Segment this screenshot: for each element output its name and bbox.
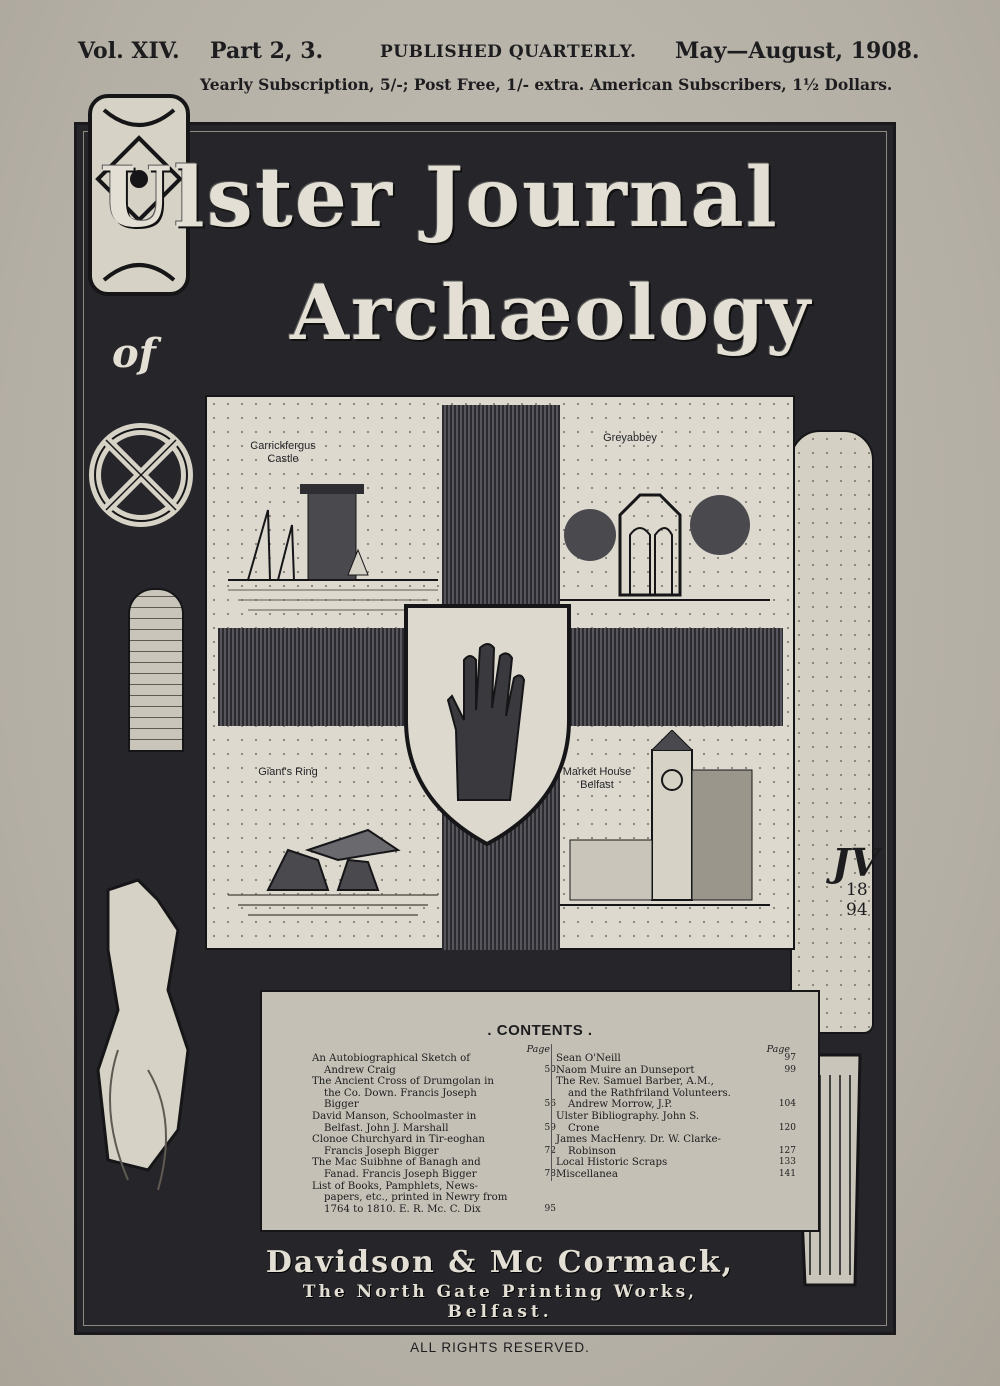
contents-entry: Local Historic Scraps 133 bbox=[556, 1157, 796, 1169]
contents-entry: Miscellanea 141 bbox=[556, 1168, 796, 1180]
publication-frequency: PUBLISHED QUARTERLY. bbox=[380, 42, 637, 62]
abbey-vignette bbox=[560, 455, 770, 615]
caption-carrickfergus: Carrickfergus Castle bbox=[250, 440, 316, 466]
red-hand-shield-icon bbox=[400, 600, 575, 848]
page-number: 104 bbox=[778, 1099, 796, 1110]
celtic-knot-icon bbox=[86, 410, 196, 540]
page-number: 127 bbox=[778, 1145, 796, 1156]
round-tower-illustration bbox=[128, 588, 184, 752]
page-column-label: Page bbox=[766, 1044, 790, 1055]
journal-title-of: of bbox=[112, 330, 156, 377]
page-number: 133 bbox=[778, 1157, 796, 1168]
scroll-banner-right bbox=[790, 430, 874, 1034]
wolfhound-illustration bbox=[88, 870, 238, 1200]
crescent-moon-icon bbox=[98, 566, 122, 590]
page-number: 78 bbox=[544, 1168, 556, 1179]
rights-notice: ALL RIGHTS RESERVED. bbox=[410, 1340, 590, 1355]
page-number: 99 bbox=[784, 1064, 796, 1075]
journal-title-line1: Ulster Journal bbox=[100, 150, 779, 246]
printer-works: The North Gate Printing Works, bbox=[302, 1282, 698, 1302]
volume-number: Vol. XIV. bbox=[78, 38, 180, 64]
caption-giants-ring: Giant's Ring bbox=[258, 766, 318, 778]
printer-city: Belfast. bbox=[447, 1302, 553, 1322]
subscription-line: Yearly Subscription, 5/-; Post Free, 1/- extra. American Subscribers, 1½ Dollars. bbox=[200, 75, 893, 94]
journal-title-line2: Archæology bbox=[290, 268, 813, 357]
monogram-year: 18 94 bbox=[846, 880, 868, 921]
contents-entry: Naom Muire an Dunseport 99 bbox=[556, 1064, 796, 1076]
contents-entry: David Manson, Schoolmaster in Belfast. John J. Marshall 59 bbox=[312, 1110, 556, 1134]
contents-panel bbox=[260, 990, 820, 1232]
monogram-initials: JV bbox=[832, 840, 880, 885]
part-number: Part 2, 3. bbox=[210, 38, 324, 64]
page-number: 59 bbox=[544, 1122, 556, 1133]
contents-entry: The Ancient Cross of Drumgolan in the Co. Down. Francis Joseph Bigger 56 bbox=[312, 1076, 556, 1111]
page-number: 56 bbox=[544, 1099, 556, 1110]
page-column-label: Page bbox=[526, 1044, 550, 1055]
printer-imprint bbox=[0, 1245, 1000, 1322]
issue-header bbox=[78, 38, 920, 70]
page-number: 72 bbox=[544, 1145, 556, 1156]
contents-entry: The Mac Suibhne of Banagh and Fanad. Francis Joseph Bigger 78 bbox=[312, 1157, 556, 1180]
castle-vignette bbox=[228, 470, 438, 620]
contents-heading: . CONTENTS . bbox=[487, 1022, 593, 1039]
page-number: 50 bbox=[544, 1064, 556, 1075]
market-house-vignette bbox=[560, 730, 770, 920]
contents-entry: Sean O'Neill 97 bbox=[556, 1053, 796, 1064]
contents-column-left bbox=[312, 1044, 560, 1215]
contents-entry: An Autobiographical Sketch of Andrew Craig 50 bbox=[312, 1053, 556, 1076]
caption-market-house: Market House Belfast bbox=[562, 766, 632, 792]
caption-greyabbey: Greyabbey bbox=[603, 432, 657, 444]
issue-date: May—August, 1908. bbox=[675, 38, 920, 64]
contents-column-right bbox=[551, 1044, 800, 1181]
contents-entry: James MacHenry. Dr. W. Clarke- Robinson 127 bbox=[556, 1134, 796, 1157]
contents-entry: The Rev. Samuel Barber, A.M., and the Rathfriland Volunteers. Andrew Morrow, J.P. 104 bbox=[556, 1076, 796, 1111]
page-number: 97 bbox=[784, 1053, 796, 1063]
printer-name: Davidson & Mc Cormack, bbox=[265, 1245, 735, 1280]
contents-entry: List of Books, Pamphlets, News- papers, etc., printed in Newry from 1764 to 1810. E. R. Mc. C. Dix 95 bbox=[312, 1180, 556, 1215]
page-number: 120 bbox=[778, 1122, 796, 1133]
page-number: 141 bbox=[778, 1168, 796, 1179]
contents-entry: Ulster Bibliography. John S. Crone 120 bbox=[556, 1110, 796, 1134]
page-number: 95 bbox=[544, 1203, 556, 1214]
contents-entry: Clonoe Churchyard in Tir-eoghan Francis Joseph Bigger 72 bbox=[312, 1134, 556, 1157]
